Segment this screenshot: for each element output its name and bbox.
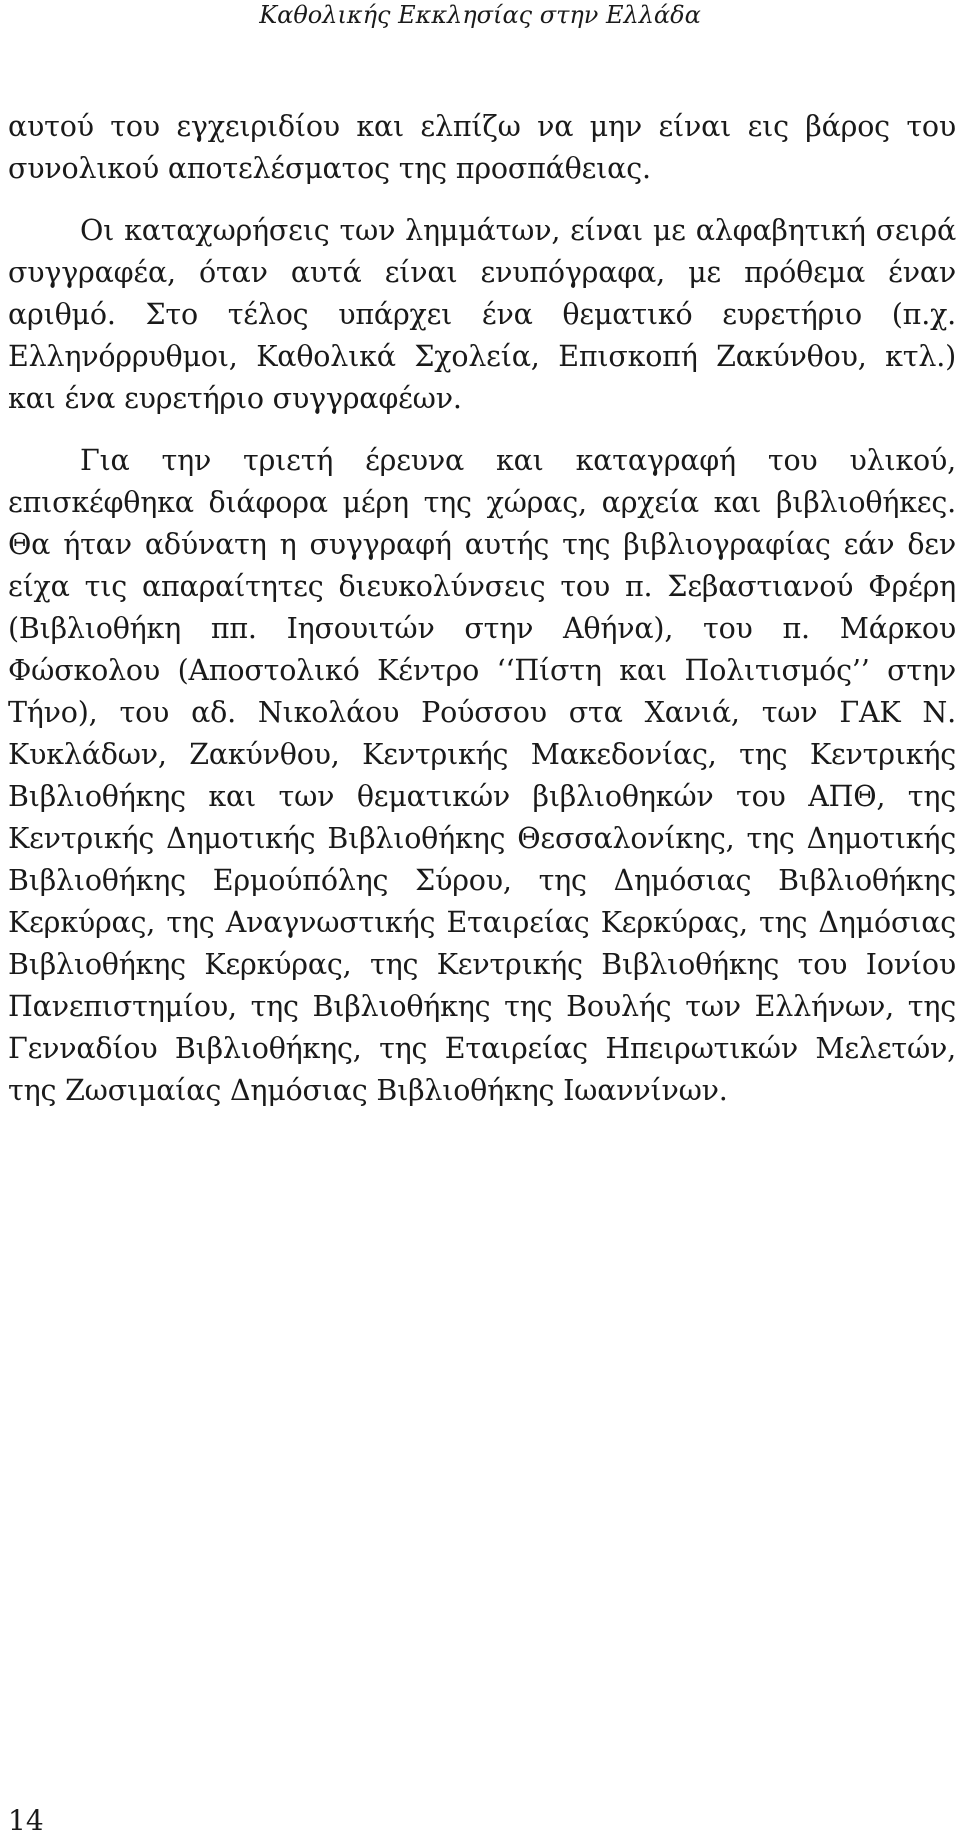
paragraph-entries-order: Οι καταχωρήσεις των λημμάτων, είναι με αλφαβητική σειρά συγγραφέα, όταν αυτά είναι ενυπόγραφα, με πρόθεμα έναν αριθμό. Στο τέλος υπάρχει ένα θεματικό ευρετήριο (π.χ. Ελληνόρρυθμοι, Καθολικά Σχολεία, Επισκοπή Ζακύνθου, κτλ.) και ένα ευρετήριο συγγραφέων. bbox=[8, 214, 956, 415]
page-number: 14 bbox=[8, 1804, 44, 1837]
paragraph-acknowledgements: Για την τριετή έρευνα και καταγραφή του υλικού, επισκέφθηκα διάφορα μέρη της χώρας, αρχεία και βιβλιοθήκες. Θα ήταν αδύνατη η συγγραφή αυτής της βιβλιογραφίας εάν δεν είχα τις απαραίτητες διευκολύνσεις του π. Σεβαστιανού Φρέρη (Βιβλιοθήκη ππ. Ιησουιτών στην Αθήνα), του π. Μάρκου Φώσκολου (Αποστολικό Κέντρο ‘‘Πίστη και Πολιτισμός’’ στην Τήνο), του αδ. Νικολάου Ρούσσου στα Χανιά, των ΓΑΚ Ν. Κυκλάδων, Ζακύνθου, Κεντρικής Μακεδονίας, της Κεντρικής Βιβλιοθήκης και των θεματικών βιβλιοθηκών του ΑΠΘ, της Κεντρικής Δημοτικής Βιβλιοθήκης Θεσσαλονίκης, της Δημοτικής Βιβλιοθήκης Ερμούπόλης Σύρου, της Δημόσιας Βιβλιοθήκης Κερκύρας, της Αναγνωστικής Εταιρείας Κερκύρας, της Δημόσιας Βιβλιοθήκης Κερκύρας, της Κεντρικής Βιβλιοθήκης του Ιονίου Πανεπιστημίου, της Βιβλιοθήκης της Βουλής των Ελλήνων, της Γενναδίου Βιβλιοθήκης, της Εταιρείας Ηπειρωτικών Μελετών, της Ζωσιμαίας Δημόσιας Βιβλιοθήκης Ιωαννίνων. bbox=[8, 444, 956, 1107]
paragraph-continuation: αυτού του εγχειριδίου και ελπίζω να μην είναι εις βάρος του συνολικού αποτελέσματος της προσπάθειας. bbox=[8, 110, 956, 185]
body-text bbox=[8, 106, 956, 1112]
running-header: Καθολικής Εκκλησίας στην Ελλάδα bbox=[259, 1, 701, 29]
